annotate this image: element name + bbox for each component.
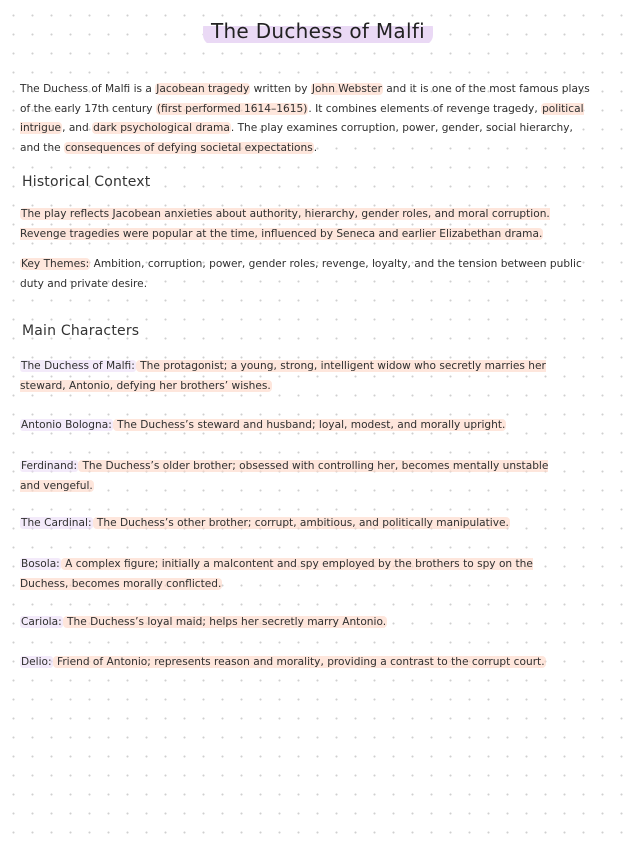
character-entry (20, 416, 560, 436)
character-entry (20, 514, 560, 534)
main-characters-heading: Main Characters (22, 323, 140, 339)
character-description: The protagonist; a young, strong, intelligent widow who secretly marries her steward, Antonio, defying her brothers’ wishes. (20, 360, 546, 392)
character-name: Antonio Bologna: (21, 419, 112, 431)
character-name: Bosola: (21, 558, 60, 570)
intro-text-3: and it is one of the most famous plays of the early 17th century (20, 83, 590, 115)
historical-context-text: The play reflects Jacobean anxieties about authority, hierarchy, gender roles, and moral corruption. Revenge tragedies were popular at the time, influenced by Seneca and earlier Elizabethan drama. (20, 208, 550, 240)
intro-text-4: . It combines elements of revenge tragedy, (308, 102, 542, 115)
intro-highlight-3: (first performed 1614–1615) (156, 102, 308, 115)
key-themes-paragraph (20, 255, 592, 294)
key-themes-label: Key Themes: (21, 258, 90, 270)
character-entry (20, 555, 560, 594)
historical-context-paragraph (20, 205, 592, 244)
intro-text-7: . (313, 141, 318, 154)
intro-highlight-4: political intrigue (20, 102, 584, 134)
intro-text-1: The Duchess of Malfi is a (20, 83, 156, 95)
intro-text-5: , and (62, 122, 93, 134)
intro-highlight-1: Jacobean tragedy (156, 83, 250, 95)
character-description: A complex figure; initially a malcontent and spy employed by the brothers to spy on the Duchess, becomes morally conflicted. (20, 558, 533, 590)
character-name: The Duchess of Malfi: (21, 360, 135, 372)
key-themes-text: Ambition, corruption, power, gender roles, revenge, loyalty, and the tension between public duty and private desire. (20, 258, 582, 290)
character-description: The Duchess’s other brother; corrupt, ambitious, and politically manipulative. (93, 517, 509, 529)
page-title: The Duchess of Malfi (203, 18, 433, 45)
intro-paragraph (20, 80, 592, 158)
historical-context-heading: Historical Context (22, 174, 151, 190)
title-wrap (0, 18, 636, 45)
character-name: Ferdinand: (21, 460, 78, 472)
intro-text-6: . The play examines corruption, power, gender, social hierarchy, and the (20, 122, 573, 154)
character-entry (20, 357, 560, 396)
intro-highlight-2: John Webster (311, 83, 382, 95)
character-name: The Cardinal: (21, 517, 92, 529)
intro-highlight-6: consequences of defying societal expectations (65, 141, 313, 154)
character-description: The Duchess’s loyal maid; helps her secretly marry Antonio. (63, 616, 387, 628)
character-description: The Duchess’s older brother; obsessed with controlling her, becomes mentally unstable and vengeful. (20, 460, 549, 492)
character-description: The Duchess’s steward and husband; loyal, modest, and morally upright. (113, 419, 506, 431)
character-name: Cariola: (21, 616, 62, 628)
character-entry (20, 457, 560, 496)
character-entry (20, 653, 560, 673)
character-description: Friend of Antonio; represents reason and morality, providing a contrast to the corrupt court. (53, 656, 545, 668)
character-entry (20, 613, 560, 633)
intro-text-2: written by (250, 83, 311, 95)
character-name: Delio: (21, 656, 52, 668)
intro-highlight-5: dark psychological drama (93, 122, 230, 134)
